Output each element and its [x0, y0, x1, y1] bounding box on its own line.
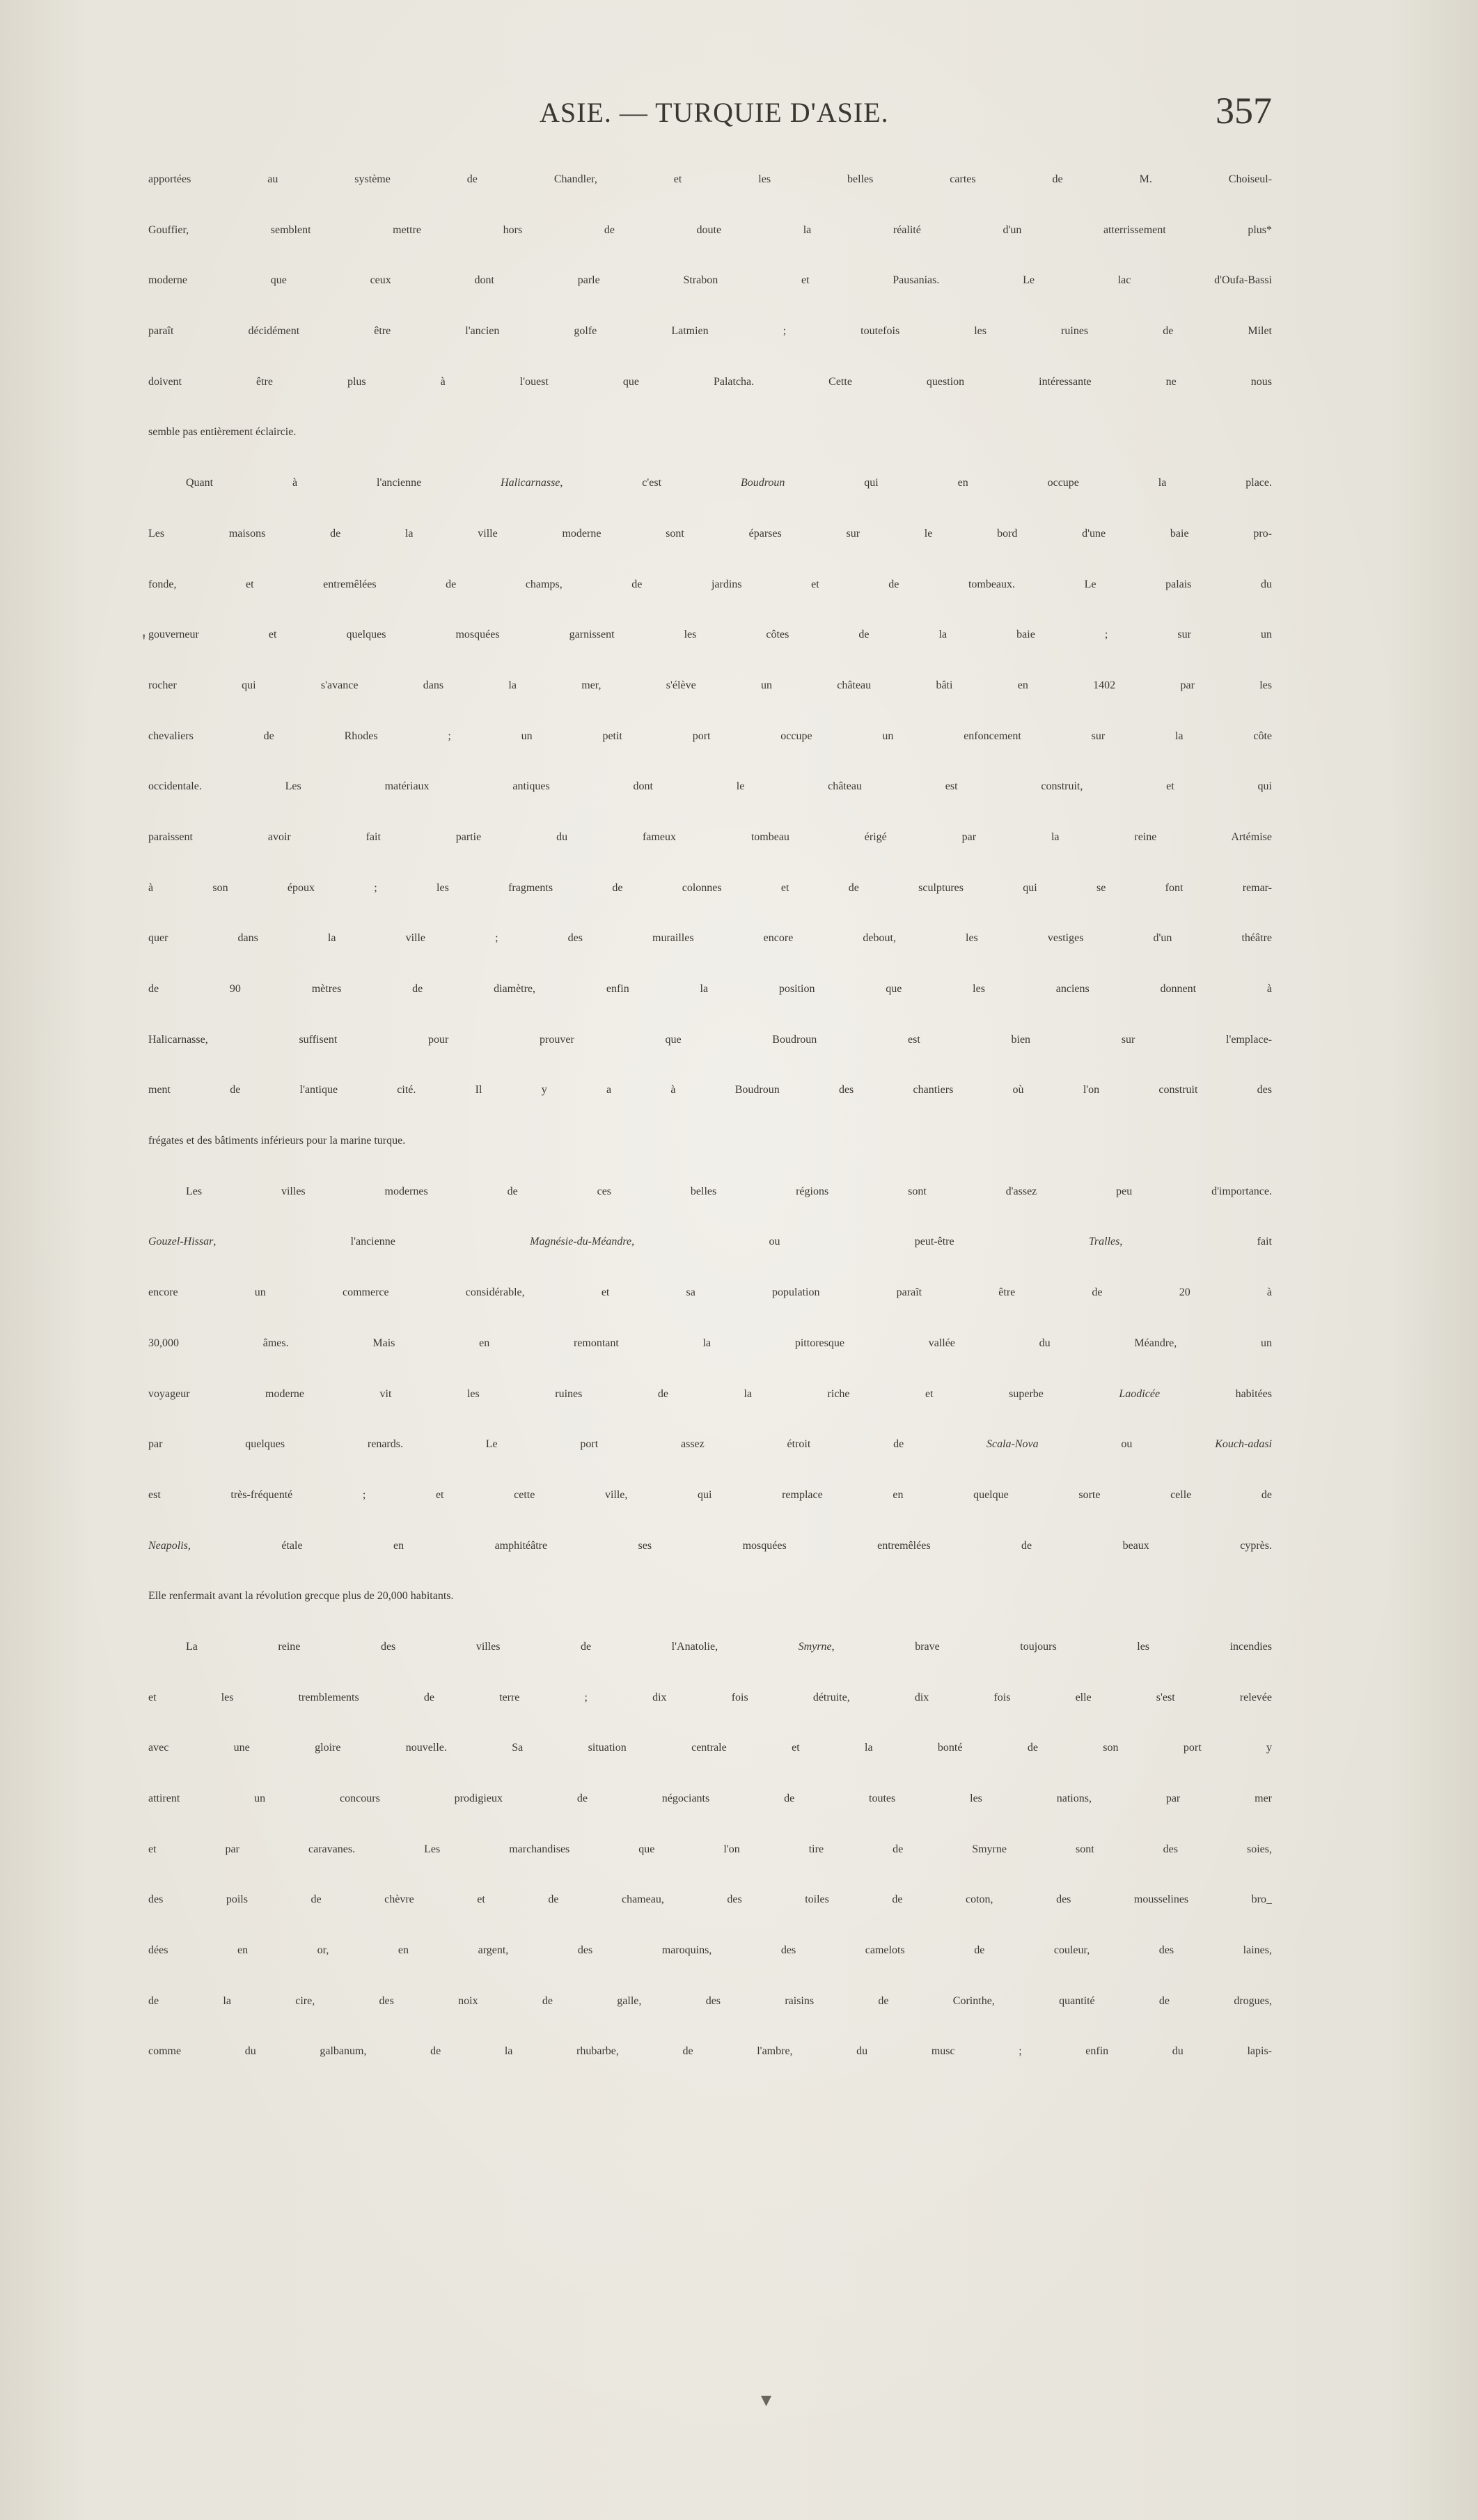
text-line: Halicarnasse, suffisent pour prouver que Boudroun est bien sur l'emplace- [148, 1033, 1272, 1046]
body-text [148, 155, 1272, 2077]
italic-place-name: Kouch-adasi [1215, 1438, 1272, 1451]
text-line: avec une gloire nouvelle. Sa situation centrale et la bonté de son port y [148, 1742, 1272, 1754]
text-line [148, 458, 1272, 509]
italic-place-name: Neapolis, [148, 1539, 191, 1552]
running-title: ASIE. — TURQUIE D'ASIE. [540, 97, 889, 128]
text-span: , c'est [560, 477, 741, 489]
text-span: étale en amphitéâtre ses mosquées entremêlées de beaux cyprès. [190, 1539, 1272, 1552]
text-span: habitées [1160, 1387, 1272, 1400]
italic-place-name: Smyrne [798, 1640, 832, 1653]
text-span: , l'ancienne [213, 1236, 530, 1248]
text-span: , brave toujours les incendies [831, 1640, 1272, 1653]
italic-place-name: Halicarnasse [501, 477, 560, 489]
running-head [150, 89, 1272, 138]
text-line: paraissent avoir fait partie du fameux tombeau érigé par la reine Artémise [148, 830, 1272, 843]
text-line: Les villes modernes de ces belles régions sont d'assez peu d'importance. [186, 1185, 1272, 1197]
text-span: ou [1038, 1438, 1216, 1451]
text-line: rocher qui s'avance dans la mer, s'élève un château bâti en 1402 par les [148, 679, 1272, 691]
text-line: apportées au système de Chandler, et les belles cartes de M. Choiseul- [148, 173, 1272, 185]
text-span: par quelques renards. Le port assez étroit de [148, 1438, 986, 1451]
text-line: fonde, et entremêlées de champs, de jardins et de tombeaux. Le palais du [148, 578, 1272, 590]
text-line: et par caravanes. Les marchandises que l'on tire de Smyrne sont des soies, [148, 1843, 1272, 1855]
text-span: Quant à l'ancienne [186, 477, 501, 489]
text-line: de la cire, des noix de galle, des raisins de Corinthe, quantité de drogues, [148, 1994, 1272, 2007]
text-span: , fait [1119, 1236, 1272, 1248]
text-line [148, 1521, 1272, 1572]
text-line: paraît décidément être l'ancien golfe Latmien ; toutefois les ruines de Milet [148, 325, 1272, 338]
italic-place-name: Boudroun [740, 477, 785, 489]
text-line [148, 1419, 1272, 1470]
text-span: La reine des villes de l'Anatolie, [186, 1640, 799, 1653]
text-line: des poils de chèvre et de chameau, des toiles de coton, des mousselines bro_ [148, 1893, 1272, 1906]
text-line: encore un commerce considérable, et sa population paraît être de 20 à [148, 1286, 1272, 1299]
text-span: qui en occupe la place. [785, 477, 1272, 489]
text-line: Gouffier, semblent mettre hors de doute la réalité d'un atterrissement plus* [148, 223, 1272, 236]
text-line: quer dans la ville ; des murailles encore debout, les vestiges d'un théâtre [148, 932, 1272, 945]
text-line: semble pas entièrement éclaircie. [148, 426, 297, 439]
text-line: dées en or, en argent, des maroquins, des camelots de couleur, des laines, [148, 1944, 1272, 1957]
text-line [148, 1217, 1272, 1268]
margin-speck: ▾ [761, 2388, 772, 2411]
text-span: voyageur moderne vit les ruines de la riche et superbe [148, 1387, 1119, 1400]
italic-place-name: Laodicée [1119, 1387, 1161, 1400]
text-line: gouverneur et quelques mosquées garnissent les côtes de la baie ; sur un [148, 629, 1272, 641]
text-line: à son époux ; les fragments de colonnes et de sculptures qui se font remar- [148, 881, 1272, 894]
text-line: ment de l'antique cité. Il y a à Boudroun des chantiers où l'on construit des [148, 1084, 1272, 1096]
margin-speck: ' [142, 630, 146, 653]
text-line: et les tremblements de terre ; dix fois détruite, dix fois elle s'est relevée [148, 1691, 1272, 1703]
italic-place-name: Magnésie-du-Méandre [530, 1236, 632, 1248]
text-line: frégates et des bâtiments inférieurs pour la marine turque. [148, 1135, 406, 1147]
text-line: Les maisons de la ville moderne sont éparses sur le bord d'une baie pro- [148, 527, 1272, 540]
text-line: 30,000 âmes. Mais en remontant la pittoresque vallée du Méandre, un [148, 1337, 1272, 1349]
text-line: de 90 mètres de diamètre, enfin la position que les anciens donnent à [148, 983, 1272, 995]
text-line: Elle renfermait avant la révolution grecque plus de 20,000 habitants. [148, 1590, 454, 1602]
text-line: moderne que ceux dont parle Strabon et Pausanias. Le lac d'Oufa-Bassi [148, 274, 1272, 287]
italic-place-name: Scala-Nova [986, 1438, 1039, 1451]
text-line: est très-fréquenté ; et cette ville, qui remplace en quelque sorte celle de [148, 1488, 1272, 1501]
text-line [148, 1622, 1272, 1673]
text-line: doivent être plus à l'ouest que Palatcha. Cette question intéressante ne nous [148, 375, 1272, 388]
text-line: occidentale. Les matériaux antiques dont le château est construit, et qui [148, 780, 1272, 793]
text-line [148, 1369, 1272, 1420]
italic-place-name: Tralles [1088, 1236, 1120, 1248]
text-line: attirent un concours prodigieux de négociants de toutes les nations, par mer [148, 1793, 1272, 1804]
text-line: comme du galbanum, de la rhubarbe, de l'ambre, du musc ; enfin du lapis- [148, 2045, 1272, 2058]
text-line: chevaliers de Rhodes ; un petit port occupe un enfoncement sur la côte [148, 730, 1272, 742]
italic-place-name: Gouzel-Hissar [148, 1236, 214, 1248]
page-number: 357 [1216, 90, 1272, 132]
text-span: , ou peut-être [631, 1236, 1089, 1248]
